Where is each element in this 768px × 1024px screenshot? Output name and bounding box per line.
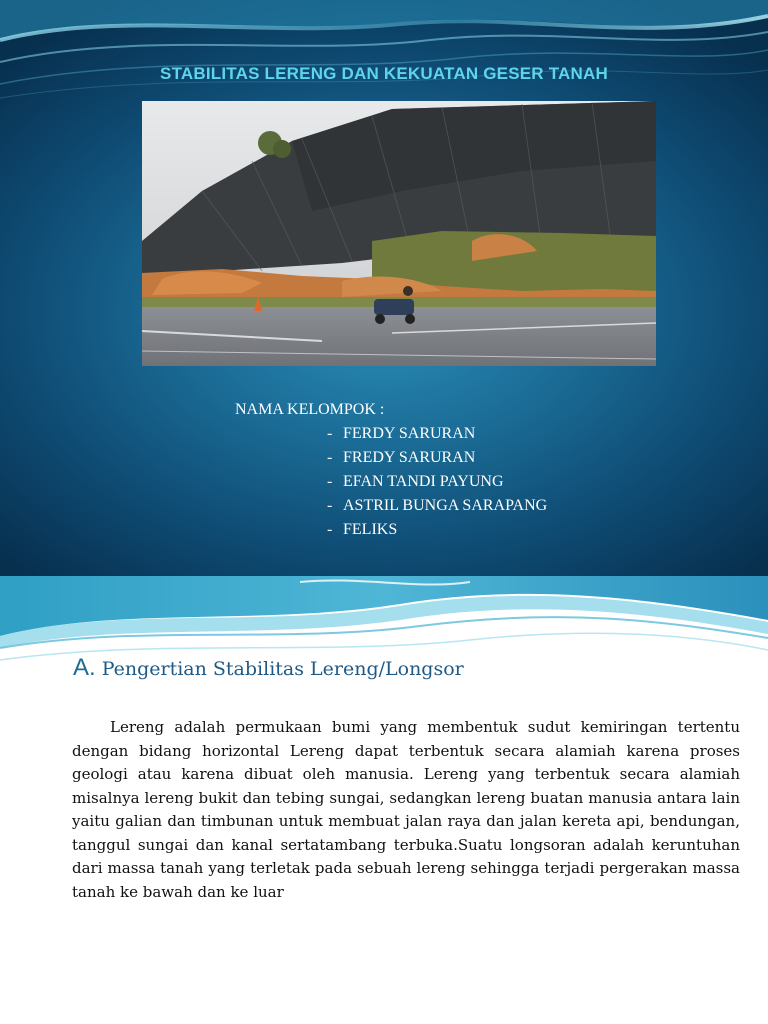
slide-title: STABILITAS LERENG DAN KEKUATAN GESER TANAH	[160, 64, 608, 83]
member-name: FELIKS	[343, 521, 398, 538]
list-item	[327, 422, 547, 446]
member-name: FERDY SARURAN	[343, 425, 476, 442]
list-item	[327, 494, 547, 518]
member-name: FREDY SARURAN	[343, 449, 476, 466]
group-members-block	[235, 398, 547, 542]
body-paragraph: Lereng adalah permukaan bumi yang membentuk sudut kemiringan tertentu dengan bidang horizontal Lereng dapat terbentuk secara alamiah karena proses geologi atau karena dibuat oleh manusia. Lereng yang terbentuk secara alamiah misalnya lereng bukit dan tebing sungai, sedangkan lereng buatan manusia antara lain yaitu galian dan timbunan untuk membuat jalan raya dan jalan kereta api, bendungan, tanggul sungai dan kanal sertatambang terbuka.Suatu longsoran adalah keruntuhan dari massa tanah yang terletak pada sebuah lereng sehingga terjadi pergerakan massa tanah ke bawah dan ke luar	[72, 718, 740, 901]
list-item	[327, 518, 547, 542]
section-heading	[73, 654, 464, 682]
bullet-dash: -	[327, 449, 333, 466]
bullet-dash: -	[327, 497, 333, 514]
decorative-waves-top	[0, 0, 768, 110]
section-title: Pengertian Stabilitas Lereng/Longsor	[101, 658, 464, 680]
list-item	[327, 446, 547, 470]
bullet-dash: -	[327, 425, 333, 442]
group-label: NAMA KELOMPOK :	[235, 401, 385, 418]
bullet-dash: -	[327, 521, 333, 538]
decorative-waves-bottom	[0, 576, 768, 666]
slope-photo-icon	[142, 101, 656, 366]
list-item	[327, 470, 547, 494]
member-name: EFAN TANDI PAYUNG	[343, 473, 504, 490]
section-marker: A.	[73, 654, 96, 681]
bullet-dash: -	[327, 473, 333, 490]
member-name: ASTRIL BUNGA SARAPANG	[343, 497, 548, 514]
member-list	[235, 422, 547, 542]
content-slide	[0, 576, 768, 1024]
